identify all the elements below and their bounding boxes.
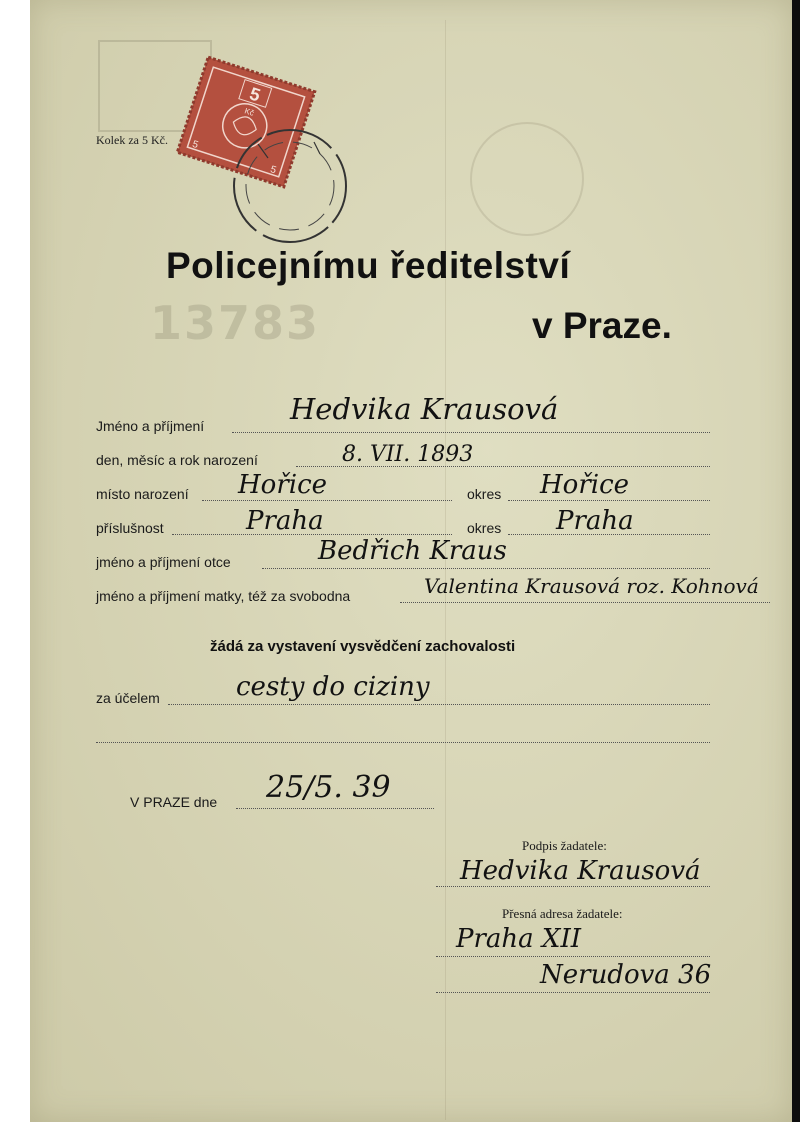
address-line-2 — [436, 992, 710, 993]
svg-text:5: 5 — [190, 138, 200, 152]
scan-edge — [792, 0, 800, 1122]
district1-line — [508, 500, 710, 501]
birth-handwriting: 8. VII. 1893 — [342, 442, 474, 467]
father-line — [262, 568, 710, 569]
purpose-label: za účelem — [96, 690, 160, 706]
authority-city: v Praze. — [532, 305, 672, 346]
date-line — [236, 808, 434, 809]
signature-handwriting: Hedvika Krausová — [460, 856, 701, 886]
district1-handwriting: Hořice — [540, 470, 630, 500]
svg-text:5: 5 — [268, 164, 278, 177]
district2-label: okres — [467, 520, 502, 536]
father-label: jméno a příjmení otce — [96, 554, 231, 570]
name-handwriting: Hedvika Krausová — [290, 392, 559, 426]
postmark-icon — [228, 124, 352, 253]
mother-handwriting: Valentina Krausová roz. Kohnová — [424, 574, 759, 598]
address-label: Přesná adresa žadatele: — [502, 906, 623, 921]
purpose-line — [168, 704, 710, 705]
signature-line — [436, 886, 710, 887]
purpose-line-2 — [96, 742, 710, 743]
birthplace-label: místo narození — [96, 486, 189, 502]
district2-handwriting: Praha — [556, 506, 634, 536]
request-text: žádá za vystavení vysvědčení zachovalosti — [210, 638, 516, 655]
svg-text:5: 5 — [247, 83, 263, 106]
birthplace-line — [202, 500, 452, 501]
authority-title: Policejnímu ředitelství — [166, 245, 571, 286]
address-handwriting-1: Praha XII — [456, 924, 581, 954]
faded-round-stamp — [470, 122, 584, 236]
signature-label: Podpis žadatele: — [522, 838, 607, 853]
birthplace-handwriting: Hořice — [238, 470, 328, 500]
mother-label: jméno a příjmení matky, též za svobodna — [96, 588, 351, 604]
date-label: V PRAZE dne — [130, 794, 218, 810]
domicile-handwriting: Praha — [246, 506, 324, 536]
district1-label: okres — [467, 486, 502, 502]
name-line — [232, 432, 710, 433]
father-handwriting: Bedřich Kraus — [318, 536, 507, 566]
address-line-1 — [436, 956, 710, 957]
faded-registration-number: 13783 — [150, 296, 321, 350]
svg-text:Kč: Kč — [243, 106, 256, 118]
date-handwriting: 25/5. 39 — [266, 770, 391, 805]
stamp-label: Kolek za 5 Kč. — [96, 133, 168, 147]
purpose-handwriting: cesty do ciziny — [236, 672, 430, 702]
name-label: Jméno a příjmení — [96, 418, 205, 434]
domicile-label: příslušnost — [96, 520, 164, 536]
address-handwriting-2: Nerudova 36 — [540, 960, 712, 990]
mother-line — [400, 602, 770, 603]
birth-label: den, měsíc a rok narození — [96, 452, 258, 468]
paper-fold — [445, 20, 446, 1120]
